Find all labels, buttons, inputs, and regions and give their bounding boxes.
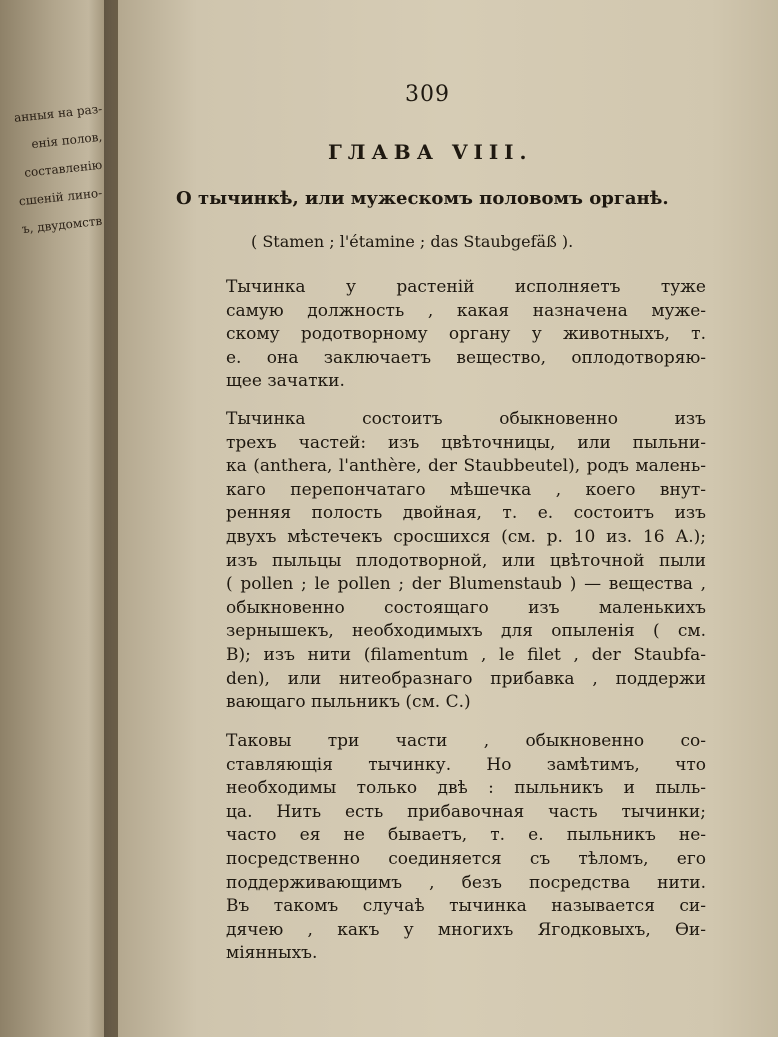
left-facing-page — [0, 0, 118, 1037]
text-line: изъ пыльцы плодотворной, или цвѣточной пыли — [226, 550, 706, 571]
paragraph-1 — [226, 276, 706, 394]
text-line: часто ея не бываетъ, т. е. пыльникъ не- — [226, 825, 706, 846]
text-line: скому родотворному органу у животныхъ, т. — [226, 324, 706, 345]
page-number: 309 — [405, 82, 450, 107]
text-line: необходимы только двѣ : пыльникъ и пыль- — [226, 778, 706, 799]
text-line: посредственно соединяется съ тѣломъ, его — [226, 848, 706, 869]
chapter-heading: ГЛАВА VIII. — [328, 140, 533, 164]
text-line: обыкновенно состоящаго изъ маленькихъ — [226, 597, 706, 618]
text-line: ка (anthera, l'anthère, der Staubbeutel), родъ малень- — [226, 456, 706, 477]
text-line: ( pollen ; le pollen ; der Blumenstaub ) — вещества , — [226, 574, 706, 595]
text-line: щее зачатки. — [226, 371, 345, 392]
text-line: самую должность , какая назначена муже- — [226, 300, 706, 321]
left-page-fragment: ъ, двудомств — [21, 213, 103, 237]
left-page-fragment: сшеній лино- — [18, 185, 103, 209]
text-line: den), или нитеобразнаго прибавка , поддержи — [226, 668, 706, 689]
text-line: B); изъ нити (filamentum , le filet , der Staubfa- — [226, 644, 706, 665]
text-line: Тычинка состоитъ обыкновенно изъ — [226, 409, 706, 429]
text-line: Въ такомъ случаѣ тычинка называется си- — [226, 896, 706, 917]
text-line: дячею , какъ у многихъ Ягодковыхъ, Ѳи- — [226, 919, 706, 940]
paragraph-2 — [226, 408, 706, 715]
text-line: Таковы три части , обыкновенно со- — [226, 731, 706, 751]
text-line: вающаго пыльникъ (см. С.) — [226, 692, 471, 713]
left-page-fragment: составленію — [23, 157, 103, 180]
text-line: Тычинка у растеній исполняетъ туже — [226, 277, 706, 297]
text-line: трехъ частей: изъ цвѣточницы, или пыльни- — [226, 432, 706, 453]
text-line: двухъ мѣстечекъ сросшихся (см. р. 10 из. 16 А.); — [226, 526, 706, 547]
text-line: міянныхъ. — [226, 943, 318, 964]
paragraph-3 — [226, 730, 706, 966]
text-line: зернышекъ, необходимыхъ для опыленія ( см. — [226, 621, 706, 642]
latin-terms: ( Stamen ; l'étamine ; das Staubgefäß ). — [251, 232, 574, 251]
text-line: ренняя полость двойная, т. е. состоитъ изъ — [226, 503, 706, 524]
text-line: е. она заключаетъ вещество, оплодотворяю- — [226, 347, 706, 368]
chapter-subtitle: О тычинкѣ, или мужескомъ половомъ органѣ. — [176, 188, 669, 209]
text-line: ца. Нить есть прибавочная часть тычинки; — [226, 801, 706, 822]
left-page-fragment: енія полов, — [30, 129, 103, 152]
text-line: каго перепончатаго мѣшечка , коего внут- — [226, 479, 706, 500]
text-line: поддерживающимъ , безъ посредства нити. — [226, 872, 706, 893]
left-page-fragment: анныя на раз- — [13, 101, 103, 125]
text-line: ставляющія тычинку. Но замѣтимъ, что — [226, 754, 706, 775]
